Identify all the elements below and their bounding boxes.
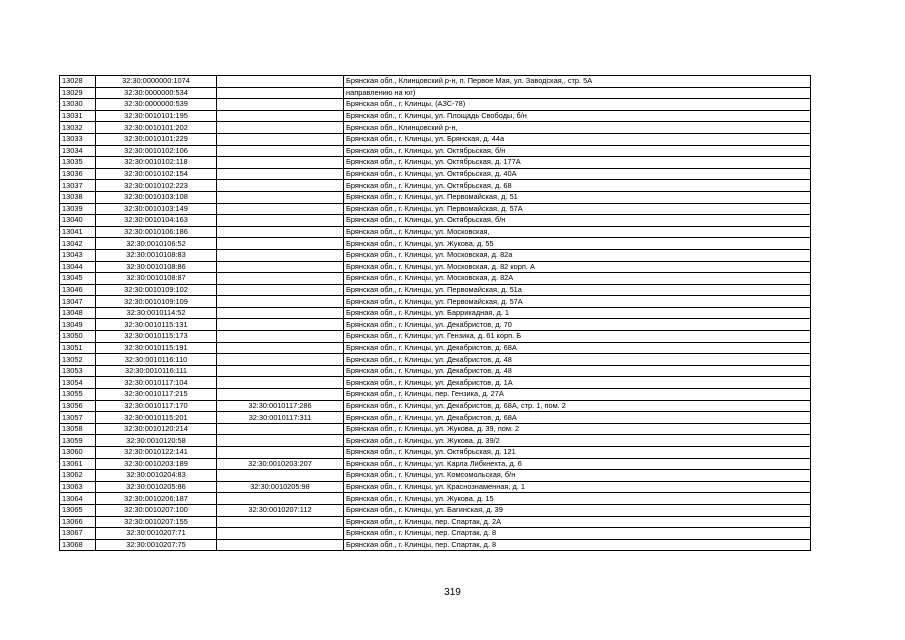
table-row: [60, 284, 811, 296]
parent-cadastral-cell: [217, 342, 344, 354]
cadastral-number-cell: 32:30:0010122:141: [96, 447, 217, 459]
table-row: [60, 400, 811, 412]
cadastral-number-cell: 32:30:0010117:215: [96, 389, 217, 401]
data-table: [59, 75, 811, 551]
table-row: [60, 412, 811, 424]
row-number-cell: 13037: [60, 180, 96, 192]
cadastral-number-cell: 32:30:0010116:110: [96, 354, 217, 366]
address-cell: направлению на юг): [344, 87, 811, 99]
cadastral-number-cell: 32:30:0010207:100: [96, 504, 217, 516]
address-cell: Брянская обл., г. Клинцы, ул. Октябрьская, д. 121: [344, 447, 811, 459]
parent-cadastral-cell: [217, 470, 344, 482]
address-cell: Брянская обл., г. Клинцы, ул. Жукова, д. 55: [344, 238, 811, 250]
address-cell: Брянская обл., г. Клинцы, ул. Декабристов, д. 48: [344, 354, 811, 366]
table-row: [60, 76, 811, 88]
cadastral-number-cell: 32:30:0010102:118: [96, 157, 217, 169]
parent-cadastral-cell: [217, 215, 344, 227]
address-cell: Брянская обл., г. Клинцы, ул. Московская, д. 82а: [344, 249, 811, 261]
row-number-cell: 13047: [60, 296, 96, 308]
address-cell: Брянская обл., г. Клинцы, ул. Карла Либкнехта, д. 6: [344, 458, 811, 470]
address-cell: Брянская обл., г. Клинцы, ул. Декабристов, д. 1А: [344, 377, 811, 389]
parent-cadastral-cell: [217, 133, 344, 145]
table-row: [60, 481, 811, 493]
row-number-cell: 13052: [60, 354, 96, 366]
address-cell: Брянская обл., г. Клинцы, ул. Жукова, д. 39, пом. 2: [344, 423, 811, 435]
row-number-cell: 13035: [60, 157, 96, 169]
row-number-cell: 13061: [60, 458, 96, 470]
cadastral-number-cell: 32:30:0010101:229: [96, 133, 217, 145]
parent-cadastral-cell: [217, 122, 344, 134]
cadastral-number-cell: 32:30:0010205:86: [96, 481, 217, 493]
table-row: [60, 191, 811, 203]
row-number-cell: 13045: [60, 273, 96, 285]
cadastral-number-cell: 32:30:0010101:202: [96, 122, 217, 134]
address-cell: Брянская обл., г. Клинцы, ул. Багинская, д. 39: [344, 504, 811, 516]
parent-cadastral-cell: [217, 319, 344, 331]
parent-cadastral-cell: [217, 331, 344, 343]
parent-cadastral-cell: [217, 365, 344, 377]
table-row: [60, 435, 811, 447]
row-number-cell: 13040: [60, 215, 96, 227]
cadastral-number-cell: 32:30:0010207:155: [96, 516, 217, 528]
row-number-cell: 13066: [60, 516, 96, 528]
parent-cadastral-cell: 32:30:0010207:112: [217, 504, 344, 516]
table-row: [60, 87, 811, 99]
parent-cadastral-cell: [217, 516, 344, 528]
cadastral-number-cell: 32:30:0010101:195: [96, 110, 217, 122]
table-row: [60, 319, 811, 331]
cadastral-number-cell: 32:30:0010207:71: [96, 528, 217, 540]
address-cell: Брянская обл., г. Клинцы, ул. Октябрьская, б/н: [344, 145, 811, 157]
row-number-cell: 13065: [60, 504, 96, 516]
parent-cadastral-cell: [217, 493, 344, 505]
row-number-cell: 13056: [60, 400, 96, 412]
table-row: [60, 470, 811, 482]
table-row: [60, 365, 811, 377]
parent-cadastral-cell: [217, 528, 344, 540]
table-row: [60, 238, 811, 250]
cadastral-number-cell: 32:30:0010117:170: [96, 400, 217, 412]
table-row: [60, 122, 811, 134]
address-cell: Брянская обл., г. Клинцы, ул. Краснознаменная, д. 1: [344, 481, 811, 493]
cadastral-number-cell: 32:30:0010108:87: [96, 273, 217, 285]
table-row: [60, 133, 811, 145]
table-row: [60, 458, 811, 470]
address-cell: Брянская обл., г. Клинцы, ул. Брянская, д. 44а: [344, 133, 811, 145]
address-cell: Брянская обл., г. Клинцы, ул. Комсомольская, б/н: [344, 470, 811, 482]
row-number-cell: 13068: [60, 539, 96, 551]
table-row: [60, 296, 811, 308]
row-number-cell: 13043: [60, 249, 96, 261]
address-cell: Брянская обл., г. Клинцы, ул. Первомайская, д. 57А: [344, 296, 811, 308]
cadastral-number-cell: 32:30:0010116:111: [96, 365, 217, 377]
row-number-cell: 13041: [60, 226, 96, 238]
parent-cadastral-cell: 32:30:0010203:207: [217, 458, 344, 470]
table-row: [60, 168, 811, 180]
parent-cadastral-cell: [217, 191, 344, 203]
parent-cadastral-cell: [217, 284, 344, 296]
cadastral-number-cell: 32:30:0010104:163: [96, 215, 217, 227]
address-cell: Брянская обл., г. Клинцы, ул. Декабристов, д. 68А: [344, 342, 811, 354]
row-number-cell: 13049: [60, 319, 96, 331]
table-row: [60, 389, 811, 401]
cadastral-number-cell: 32:30:0010120:214: [96, 423, 217, 435]
table-row: [60, 307, 811, 319]
row-number-cell: 13067: [60, 528, 96, 540]
row-number-cell: 13032: [60, 122, 96, 134]
parent-cadastral-cell: [217, 377, 344, 389]
parent-cadastral-cell: [217, 435, 344, 447]
address-cell: Брянская обл., г. Клинцы, ул. Баррикадная, д. 1: [344, 307, 811, 319]
address-cell: Брянская обл., г. Клинцы, ул. Московская, д. 82 корп. А: [344, 261, 811, 273]
parent-cadastral-cell: [217, 296, 344, 308]
parent-cadastral-cell: 32:30:0010205:98: [217, 481, 344, 493]
table-row: [60, 145, 811, 157]
parent-cadastral-cell: [217, 145, 344, 157]
row-number-cell: 13048: [60, 307, 96, 319]
row-number-cell: 13058: [60, 423, 96, 435]
table-row: [60, 342, 811, 354]
parent-cadastral-cell: [217, 157, 344, 169]
address-cell: Брянская обл., г. Клинцы, ул. Московская, д. 82А: [344, 273, 811, 285]
table-row: [60, 226, 811, 238]
address-cell: Брянская обл., г. Клинцы, ул. Площадь Свободы, б/н: [344, 110, 811, 122]
table-row: [60, 504, 811, 516]
table-row: [60, 354, 811, 366]
parent-cadastral-cell: [217, 307, 344, 319]
cadastral-number-cell: 32:30:0010115:201: [96, 412, 217, 424]
row-number-cell: 13028: [60, 76, 96, 88]
row-number-cell: 13036: [60, 168, 96, 180]
cadastral-number-cell: 32:30:0010207:75: [96, 539, 217, 551]
address-cell: Брянская обл., г. Клинцы, ул. Жукова, д. 15: [344, 493, 811, 505]
address-cell: Брянская обл., г. Клинцы, ул. Гензика, д. 61 корп. Б: [344, 331, 811, 343]
address-cell: Брянская обл., г. Клинцы, ул. Жукова, д. 39/2: [344, 435, 811, 447]
address-cell: Брянская обл., г. Клинцы, ул. Первомайская, д. 51а: [344, 284, 811, 296]
address-cell: Брянская обл., г. Клинцы, (АЗС-78): [344, 99, 811, 111]
cadastral-number-cell: 32:30:0010120:58: [96, 435, 217, 447]
row-number-cell: 13050: [60, 331, 96, 343]
address-cell: Брянская обл., г. Клинцы, ул. Московская,: [344, 226, 811, 238]
parent-cadastral-cell: [217, 539, 344, 551]
table-row: [60, 331, 811, 343]
table-row: [60, 157, 811, 169]
table-row: [60, 215, 811, 227]
parent-cadastral-cell: [217, 203, 344, 215]
cadastral-number-cell: 32:30:0010102:223: [96, 180, 217, 192]
table-row: [60, 99, 811, 111]
table-row: [60, 423, 811, 435]
table-row: [60, 528, 811, 540]
address-cell: Брянская обл., г. Клинцы, пер. Спартак, д. 2А: [344, 516, 811, 528]
row-number-cell: 13063: [60, 481, 96, 493]
cadastral-number-cell: 32:30:0010114:52: [96, 307, 217, 319]
address-cell: Брянская обл., Клинцовский р-н,: [344, 122, 811, 134]
cadastral-number-cell: 32:30:0010108:86: [96, 261, 217, 273]
parent-cadastral-cell: [217, 226, 344, 238]
cadastral-number-cell: 32:30:0010109:102: [96, 284, 217, 296]
parent-cadastral-cell: 32:30:0010117:311: [217, 412, 344, 424]
row-number-cell: 13034: [60, 145, 96, 157]
cadastral-number-cell: 32:30:0010103:108: [96, 191, 217, 203]
cadastral-number-cell: 32:30:0010115:173: [96, 331, 217, 343]
address-cell: Брянская обл., г. Клинцы, ул. Декабристов, д. 48: [344, 365, 811, 377]
table-body: [60, 76, 811, 551]
row-number-cell: 13033: [60, 133, 96, 145]
table-row: [60, 273, 811, 285]
table-row: [60, 261, 811, 273]
parent-cadastral-cell: 32:30:0010117:286: [217, 400, 344, 412]
row-number-cell: 13039: [60, 203, 96, 215]
address-cell: Брянская обл., г. Клинцы, ул. Октябрьская, д. 40А: [344, 168, 811, 180]
row-number-cell: 13029: [60, 87, 96, 99]
row-number-cell: 13053: [60, 365, 96, 377]
parent-cadastral-cell: [217, 87, 344, 99]
row-number-cell: 13046: [60, 284, 96, 296]
row-number-cell: 13054: [60, 377, 96, 389]
row-number-cell: 13057: [60, 412, 96, 424]
table-row: [60, 516, 811, 528]
cadastral-number-cell: 32:30:0010204:83: [96, 470, 217, 482]
row-number-cell: 13064: [60, 493, 96, 505]
cadastral-number-cell: 32:30:0010203:189: [96, 458, 217, 470]
address-cell: Брянская обл., Клинцовский р-н, п. Первое Мая, ул. Заводская,, стр. 5А: [344, 76, 811, 88]
parent-cadastral-cell: [217, 168, 344, 180]
cadastral-number-cell: 32:30:0000000:534: [96, 87, 217, 99]
address-cell: Брянская обл., г. Клинцы, ул. Декабристов, д. 68А: [344, 412, 811, 424]
parent-cadastral-cell: [217, 238, 344, 250]
row-number-cell: 13051: [60, 342, 96, 354]
table-row: [60, 447, 811, 459]
address-cell: Брянская обл., г. Клинцы, пер. Спартак, д. 8: [344, 539, 811, 551]
parent-cadastral-cell: [217, 447, 344, 459]
parent-cadastral-cell: [217, 76, 344, 88]
row-number-cell: 13031: [60, 110, 96, 122]
cadastral-number-cell: 32:30:0010115:131: [96, 319, 217, 331]
row-number-cell: 13044: [60, 261, 96, 273]
table-row: [60, 377, 811, 389]
cadastral-number-cell: 32:30:0010102:106: [96, 145, 217, 157]
address-cell: Брянская обл., г. Клинцы, ул. Октябрьская, б/н: [344, 215, 811, 227]
address-cell: Брянская обл., г. Клинцы, ул. Первомайская, д. 51: [344, 191, 811, 203]
table-row: [60, 110, 811, 122]
parent-cadastral-cell: [217, 180, 344, 192]
cadastral-number-cell: 32:30:0010102:154: [96, 168, 217, 180]
table-row: [60, 180, 811, 192]
cadastral-number-cell: 32:30:0010206:187: [96, 493, 217, 505]
table-row: [60, 539, 811, 551]
table-row: [60, 493, 811, 505]
cadastral-number-cell: 32:30:0010115:191: [96, 342, 217, 354]
address-cell: Брянская обл., г. Клинцы, пер. Спартак, д. 8: [344, 528, 811, 540]
parent-cadastral-cell: [217, 354, 344, 366]
parent-cadastral-cell: [217, 389, 344, 401]
cadastral-number-cell: 32:30:0010117:104: [96, 377, 217, 389]
row-number-cell: 13030: [60, 99, 96, 111]
parent-cadastral-cell: [217, 110, 344, 122]
cadastral-number-cell: 32:30:0010106:52: [96, 238, 217, 250]
cadastral-number-cell: 32:30:0010109:109: [96, 296, 217, 308]
address-cell: Брянская обл., г. Клинцы, ул. Декабристов, д. 68А, стр. 1, пом. 2: [344, 400, 811, 412]
table-row: [60, 203, 811, 215]
address-cell: Брянская обл., г. Клинцы, пер. Гензика, д. 27А: [344, 389, 811, 401]
parent-cadastral-cell: [217, 273, 344, 285]
table-row: [60, 249, 811, 261]
address-cell: Брянская обл., г. Клинцы, ул. Декабристов, д. 70: [344, 319, 811, 331]
parent-cadastral-cell: [217, 423, 344, 435]
row-number-cell: 13042: [60, 238, 96, 250]
parent-cadastral-cell: [217, 99, 344, 111]
cadastral-number-cell: 32:30:0010108:83: [96, 249, 217, 261]
parent-cadastral-cell: [217, 261, 344, 273]
row-number-cell: 13060: [60, 447, 96, 459]
cadastral-number-cell: 32:30:0010103:149: [96, 203, 217, 215]
row-number-cell: 13038: [60, 191, 96, 203]
cadastral-number-cell: 32:30:0010106:186: [96, 226, 217, 238]
page-number: 319: [444, 587, 461, 598]
address-cell: Брянская обл., г. Клинцы, ул. Первомайская, д. 57А: [344, 203, 811, 215]
cadastral-number-cell: 32:30:0000000:539: [96, 99, 217, 111]
row-number-cell: 13062: [60, 470, 96, 482]
address-cell: Брянская обл., г. Клинцы, ул. Октябрьская, д. 68: [344, 180, 811, 192]
parent-cadastral-cell: [217, 249, 344, 261]
row-number-cell: 13055: [60, 389, 96, 401]
row-number-cell: 13059: [60, 435, 96, 447]
address-cell: Брянская обл., г. Клинцы, ул. Октябрьская, д. 177А: [344, 157, 811, 169]
cadastral-number-cell: 32:30:0000000:1074: [96, 76, 217, 88]
